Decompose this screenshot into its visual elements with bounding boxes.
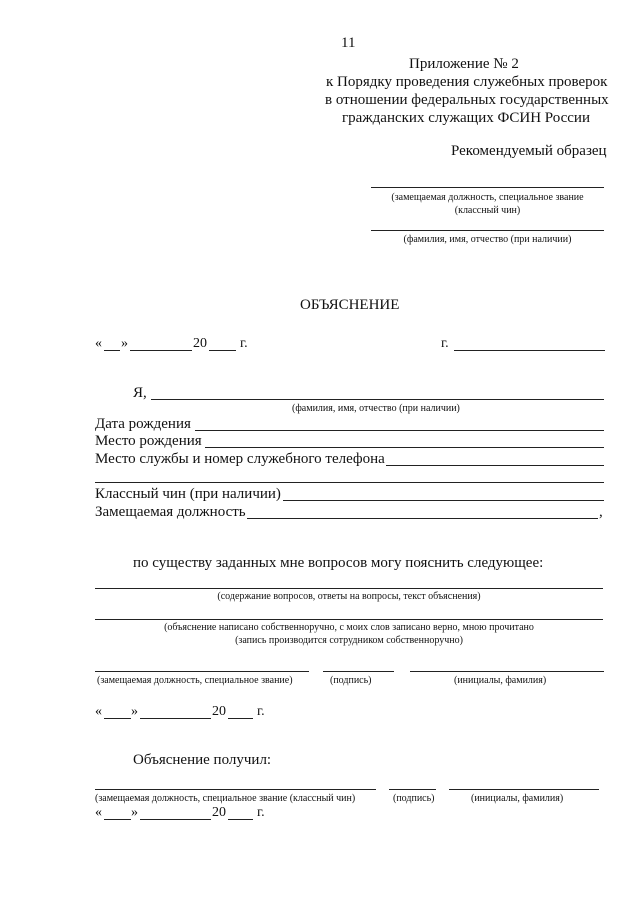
city-blank	[454, 350, 605, 351]
year-suffix: г.	[240, 336, 248, 351]
explanation-intro: по существу заданных мне вопросов могу пояснить следующее:	[133, 555, 544, 571]
year-prefix-2: 20	[212, 704, 226, 719]
year-blank-3	[228, 819, 253, 820]
day-blank-2	[104, 718, 131, 719]
rec-position-caption: (замещаемая должность, специальное звание (классный чин)	[95, 793, 356, 804]
service-place-line	[386, 465, 604, 466]
position-caption-cont: (классный чин)	[454, 205, 521, 216]
month-blank-3	[140, 819, 211, 820]
day-blank-3	[104, 819, 131, 820]
written-line	[95, 619, 603, 620]
month-blank	[130, 350, 192, 351]
birth-place-line	[205, 447, 604, 448]
extra-line	[95, 482, 604, 483]
sig1-name-line	[410, 671, 604, 672]
received-label: Объяснение получил:	[133, 752, 272, 768]
written-caption-1: (объяснение написано собственноручно, с моих слов записано верно, мною прочитано	[164, 622, 534, 633]
year-blank-2	[228, 718, 253, 719]
position-field-line	[247, 518, 598, 519]
page-number: 11	[341, 35, 356, 51]
appendix-line-1: Приложение № 2	[409, 56, 519, 72]
position-line	[371, 187, 604, 188]
year-prefix: 20	[193, 336, 207, 351]
rec-signature-line	[389, 789, 436, 790]
appendix-line-3: в отношении федеральных государственных	[325, 92, 609, 108]
appendix-line-4: гражданских служащих ФСИН России	[342, 110, 590, 126]
close-quote-2: »	[131, 704, 138, 719]
position-caption: (замещаемая должность, специальное звание	[391, 192, 584, 203]
open-quote-2: «	[95, 704, 102, 719]
year-prefix-3: 20	[212, 805, 226, 820]
sig1-signature-caption: (подпись)	[330, 675, 372, 686]
explanation-caption: (содержание вопросов, ответы на вопросы, текст объяснения)	[217, 591, 481, 602]
sig1-position-line	[95, 671, 309, 672]
birth-date-line	[195, 430, 604, 431]
appendix-line-2: к Порядку проведения служебных проверок	[326, 74, 608, 90]
birth-date-label: Дата рождения	[95, 416, 191, 432]
rec-name-caption: (инициалы, фамилия)	[471, 793, 564, 804]
sig1-signature-line	[323, 671, 394, 672]
rec-signature-caption: (подпись)	[393, 793, 435, 804]
ya-label: Я,	[133, 385, 147, 401]
class-rank-line	[283, 500, 604, 501]
open-quote-3: «	[95, 805, 102, 820]
rec-name-line	[449, 789, 599, 790]
ya-caption: (фамилия, имя, отчество (при наличии)	[292, 403, 460, 414]
birth-place-label: Место рождения	[95, 433, 202, 449]
recommended-sample: Рекомендуемый образец	[451, 143, 607, 159]
close-quote: »	[121, 336, 128, 351]
city-prefix: г.	[441, 336, 449, 351]
rec-position-line	[95, 789, 376, 790]
close-quote-3: »	[131, 805, 138, 820]
year-suffix-3: г.	[257, 805, 265, 820]
day-blank	[104, 350, 120, 351]
position-label: Замещаемая должность	[95, 504, 246, 520]
month-blank-2	[140, 718, 211, 719]
class-rank-label: Классный чин (при наличии)	[95, 486, 281, 502]
open-quote: «	[95, 336, 102, 351]
document-title: ОБЪЯСНЕНИЕ	[300, 297, 400, 313]
year-suffix-2: г.	[257, 704, 265, 719]
position-comma: ,	[599, 504, 603, 520]
explanation-line	[95, 588, 603, 589]
sig1-name-caption: (инициалы, фамилия)	[454, 675, 547, 686]
year-blank	[209, 350, 236, 351]
sig1-position-caption: (замещаемая должность, специальное звание)	[97, 675, 293, 686]
name-line	[371, 230, 604, 231]
name-caption: (фамилия, имя, отчество (при наличии)	[403, 234, 572, 245]
service-place-label: Место службы и номер служебного телефона	[95, 451, 385, 467]
written-caption-2: (запись производится сотрудником собственноручно)	[235, 635, 463, 646]
ya-line	[151, 399, 604, 400]
